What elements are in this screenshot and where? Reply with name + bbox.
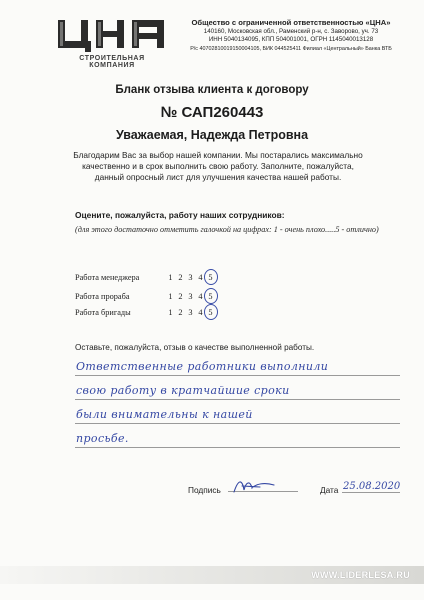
rating-row-manager bbox=[75, 270, 214, 284]
rating-row-crew bbox=[75, 305, 214, 319]
rating-row-foreman bbox=[75, 289, 214, 303]
rating-question: Оцените, пожалуйста, работу наших сотрудников: bbox=[75, 210, 285, 220]
rating-option-selected[interactable]: 5 bbox=[208, 307, 213, 317]
rating-label: Работа менеджера bbox=[75, 272, 140, 282]
company-name: Общество с ограниченной ответственностью «ЦНА» bbox=[191, 18, 391, 27]
contract-number: № САП260443 bbox=[160, 104, 264, 121]
signature-icon bbox=[230, 476, 280, 496]
rating-option[interactable]: 4 bbox=[198, 291, 203, 301]
rating-option[interactable]: 3 bbox=[188, 272, 193, 282]
date-value: 25.08.2020 bbox=[343, 481, 401, 492]
logo-subtitle: СТРОИТЕЛЬНАЯ КОМПАНИЯ bbox=[79, 55, 145, 69]
rating-option[interactable]: 1 bbox=[168, 307, 173, 317]
date-label: Дата bbox=[320, 485, 339, 495]
company-ids: ИНН 5040134095, КПП 504001001, ОГРН 1145040013128 bbox=[208, 36, 374, 44]
company-details bbox=[178, 18, 404, 53]
rating-option[interactable]: 1 bbox=[168, 291, 173, 301]
rating-option[interactable]: 1 bbox=[168, 272, 173, 282]
comment-handwriting: были внимательны к нашей bbox=[76, 408, 253, 421]
rating-scale bbox=[167, 308, 214, 317]
rating-option[interactable]: 2 bbox=[178, 307, 183, 317]
company-bank: Р/с 40702810019150004105, БИК 044525411 Филиал «Центральный» Банка ВТБ bbox=[190, 45, 392, 52]
comment-handwriting: просьбе. bbox=[76, 432, 129, 445]
logo-mark-icon bbox=[56, 18, 168, 54]
date-field[interactable] bbox=[342, 492, 400, 493]
rating-option[interactable]: 2 bbox=[178, 291, 183, 301]
rating-option[interactable]: 3 bbox=[188, 307, 193, 317]
rating-scale bbox=[167, 273, 214, 282]
company-address: 140160, Московская обл., Раменский р-н, с. Заворово, уч. 73 bbox=[203, 28, 379, 35]
client-greeting: Уважаемая, Надежда Петровна bbox=[115, 128, 309, 142]
rating-label: Работа прораба bbox=[75, 291, 130, 301]
form-title: Бланк отзыва клиента к договору bbox=[115, 84, 309, 96]
rating-option[interactable]: 4 bbox=[198, 307, 203, 317]
rating-option[interactable]: 4 bbox=[198, 272, 203, 282]
signature-label: Подпись bbox=[188, 485, 221, 495]
rating-option-selected[interactable]: 5 bbox=[208, 291, 213, 301]
rating-label: Работа бригады bbox=[75, 307, 131, 317]
rating-option[interactable]: 2 bbox=[178, 272, 183, 282]
rating-scale bbox=[167, 292, 214, 301]
watermark-url: WWW.LIDERLESA.RU bbox=[311, 570, 410, 580]
intro-text: Благодарим Вас за выбор нашей компании. Мы постарались максимально качественно и в срок выполнить свою работу. Заполните, пожалуйста, данный опросный лист для улучшения качества нашей работы. bbox=[73, 150, 363, 182]
comment-handwriting: Ответственные работники выполнили bbox=[76, 360, 329, 373]
comment-handwriting: свою работу в кратчайшие сроки bbox=[76, 384, 290, 397]
rating-option[interactable]: 3 bbox=[188, 291, 193, 301]
rating-option-selected[interactable]: 5 bbox=[208, 272, 213, 282]
comment-question: Оставьте, пожалуйста, отзыв о качестве выполненной работы. bbox=[75, 343, 315, 352]
rating-hint: (для этого достаточно отметить галочкой на цифрах: 1 - очень плохо.....5 - отлично) bbox=[75, 225, 379, 234]
